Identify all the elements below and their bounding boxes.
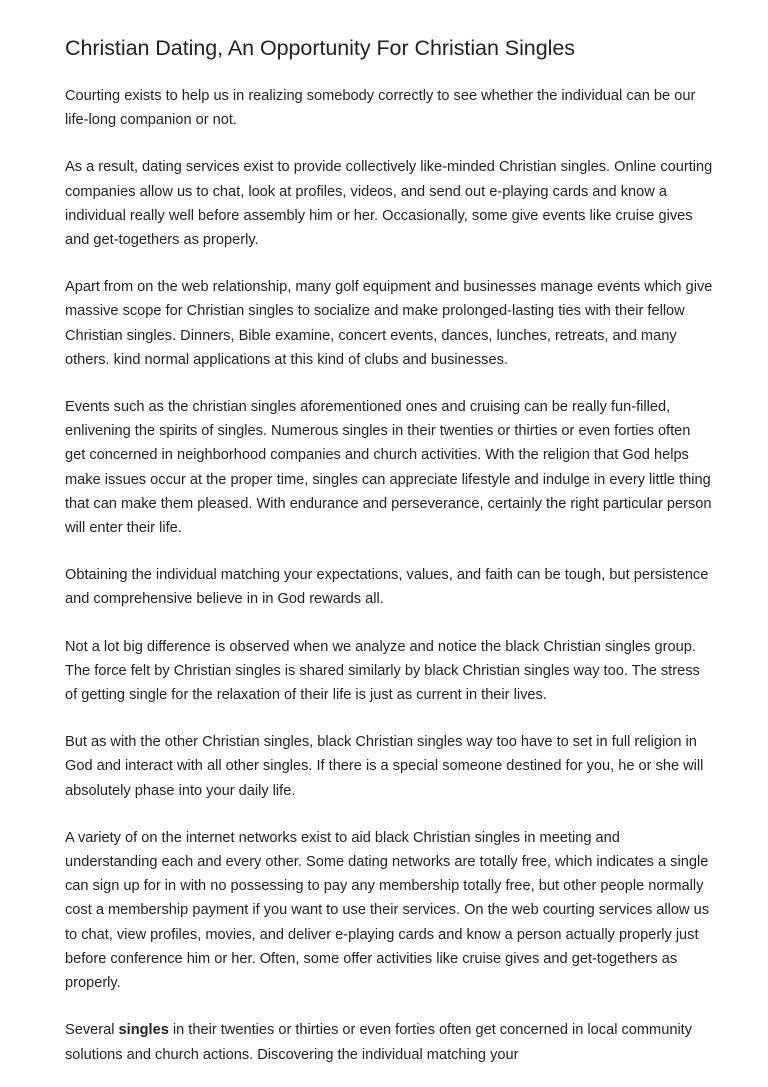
paragraph: A variety of on the internet networks exist to aid black Christian singles in meeting and understanding each and every other. Some dating networks are totally free, which indicates a single can sign up for in with no possessing to pay any membership totally free, but other people normally cost a membership payment if you want to use their services. On the web courting services allow us to chat, view profiles, movies, and deliver e-playing cards and know a person actually properly just before conference him or her. Often, some offer activities like cruise gives and get-togethers as properly. xyxy=(65,829,710,992)
paragraph: Obtaining the individual matching your expectations, values, and faith can be tough, but persistence and comprehensive believe in in God rewards all. xyxy=(65,567,709,608)
page-title: Christian Dating, An Opportunity For Christian Singles xyxy=(65,36,575,60)
document-content xyxy=(65,33,713,1067)
paragraph: Events such as the christian singles aforementioned ones and cruising can be really fun-filled, enlivening the spirits of singles. Numerous singles in their twenties or thirties or even forties often get concerned in neighborhood companies and church activities. With the religion that God helps make issues occur at the proper time, singles can appreciate lifestyle and indulge in every little thing that can make them pleased. With endurance and perseverance, certainly the right particular person will enter their life. xyxy=(65,399,712,537)
bold-keyword: singles xyxy=(118,1022,169,1039)
paragraph: Not a lot big difference is observed when we analyze and notice the black Christian singles group. The force felt by Christian singles is shared similarly by black Christian singles way too. The stress of getting single for the relaxation of their life is just as current in their lives. xyxy=(65,638,700,704)
paragraph: Courting exists to help us in realizing somebody correctly to see whether the individual can be our life-long companion or not. xyxy=(65,88,696,129)
paragraph-text-after-bold: in their twenties or thirties or even forties often get concerned in local community solutions and church actions. Discovering the individual matching your xyxy=(65,1022,693,1063)
paragraph: But as with the other Christian singles, black Christian singles way too have to set in full religion in God and interact with all other singles. If there is a special someone destined for you, he or she will absolutely phase into your daily life. xyxy=(65,734,704,799)
paragraph-text-before-bold: Several xyxy=(65,1022,119,1039)
paragraph: As a result, dating services exist to provide collectively like-minded Christian singles. Online courting companies allow us to chat, look at profiles, videos, and send out e-playing cards and know a individual really well before assembly him or her. Occasionally, some give events like cruise gives and get-togethers as properly. xyxy=(65,159,713,249)
final-paragraph xyxy=(65,1018,713,1066)
paragraph: Apart from on the web relationship, many golf equipment and businesses manage events which give massive scope for Christian singles to socialize and make prolonged-lasting ties with their fellow Christian singles. Dinners, Bible examine, concert events, dances, lunches, retreats, and many others. kind normal applications at this kind of clubs and businesses. xyxy=(65,279,713,368)
